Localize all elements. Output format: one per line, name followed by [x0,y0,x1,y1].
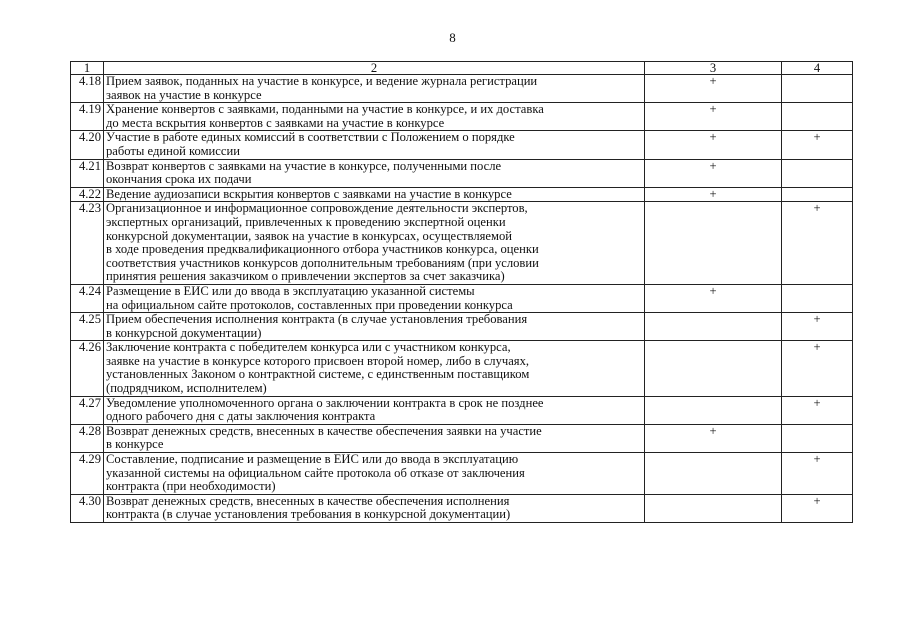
row-description [104,313,645,341]
description-line: Участие в работе единых комиссий в соответствии с Положением о порядке [106,130,515,145]
row-description [104,341,645,396]
description-line: указанной системы на официальном сайте протокола об отказе от заключения [106,465,525,480]
mark-col-4: + [782,131,853,159]
mark-col-4 [782,103,853,131]
row-number: 4.30 [71,494,104,522]
mark-col-3 [645,396,782,424]
mark-col-4: + [782,494,853,522]
table-row [71,453,853,495]
table-row [71,187,853,202]
description-line: Возврат конвертов с заявками на участие в конкурсе, полученными после [106,158,502,173]
description-line: конкурсной документации, заявок на участие в конкурсах, осуществляемой [106,228,513,243]
table-row [71,341,853,396]
description-line: Составление, подписание и размещение в ЕИС или до ввода в эксплуатацию [106,452,519,467]
row-number: 4.24 [71,284,104,312]
description-line: Организационное и информационное сопровождение деятельности экспертов, [106,201,528,216]
description-line: экспертных организаций, привлеченных к проведению экспертной оценки [106,214,506,229]
table-row [71,494,853,522]
mark-col-3: + [645,187,782,202]
description-line: соответствия участников конкурсов дополнительным требованиям (при условии [106,255,539,270]
mark-col-4: + [782,396,853,424]
header-col-1: 1 [71,62,104,75]
description-line: работы единой комиссии [106,143,240,158]
mark-col-3 [645,494,782,522]
description-line: Возврат денежных средств, внесенных в качестве обеспечения исполнения [106,493,510,508]
description-line: до места вскрытия конвертов с заявками на участие в конкурсе [106,115,445,130]
mark-col-3 [645,313,782,341]
mark-col-3: + [645,159,782,187]
header-col-3: 3 [645,62,782,75]
description-line: установленных Законом о контрактной системе, с единственным поставщиком [106,367,530,382]
description-line: Заключение контракта с победителем конкурса или с участником конкурса, [106,340,511,355]
mark-col-3: + [645,284,782,312]
row-number: 4.25 [71,313,104,341]
page-number: 8 [449,30,456,45]
description-line: в конкурсной документации) [106,325,262,340]
row-description [104,159,645,187]
table-row [71,284,853,312]
row-number: 4.27 [71,396,104,424]
mark-col-4 [782,424,853,452]
description-line: одного рабочего дня с даты заключения контракта [106,409,376,424]
row-description [104,424,645,452]
row-number: 4.21 [71,159,104,187]
procedures-table [70,61,853,523]
description-line: Прием обеспечения исполнения контракта (в случае установления требования [106,312,528,327]
row-number: 4.20 [71,131,104,159]
mark-col-4 [782,187,853,202]
description-line: в конкурсе [106,437,164,452]
mark-col-4: + [782,341,853,396]
description-line: контракта (при необходимости) [106,479,276,494]
table-row [71,75,853,103]
table-header-row [71,62,853,75]
header-col-2: 2 [104,62,645,75]
mark-col-4: + [782,313,853,341]
description-line: окончания срока их подачи [106,172,252,187]
row-number: 4.18 [71,75,104,103]
mark-col-4: + [782,202,853,285]
row-number: 4.22 [71,187,104,202]
mark-col-3: + [645,131,782,159]
description-line: заявке на участие в конкурсе которого присвоен второй номер, либо в случаях, [106,353,530,368]
description-line: Ведение аудиозаписи вскрытия конвертов с заявками на участие в конкурсе [106,186,512,201]
description-line: в ходе проведения предквалификационного отбора участников конкурса, оценки [106,242,539,257]
mark-col-3: + [645,75,782,103]
header-col-4: 4 [782,62,853,75]
row-number: 4.28 [71,424,104,452]
row-description [104,75,645,103]
description-line: Возврат денежных средств, внесенных в качестве обеспечения заявки на участие [106,423,542,438]
table-row [71,396,853,424]
row-description [104,453,645,495]
table-row [71,313,853,341]
description-line: (подрядчиком, исполнителем) [106,381,267,396]
table-row [71,159,853,187]
description-line: Размещение в ЕИС или до ввода в эксплуатацию указанной системы [106,283,475,298]
description-line: Хранение конвертов с заявками, поданными на участие в конкурсе, и их доставка [106,102,544,117]
row-description [104,131,645,159]
mark-col-4: + [782,453,853,495]
mark-col-4 [782,75,853,103]
row-number: 4.26 [71,341,104,396]
mark-col-4 [782,159,853,187]
row-number: 4.19 [71,103,104,131]
mark-col-3 [645,453,782,495]
description-line: Прием заявок, поданных на участие в конкурсе, и ведение журнала регистрации [106,74,538,88]
table-row [71,202,853,285]
description-line: Уведомление уполномоченного органа о заключении контракта в срок не позднее [106,395,544,410]
row-number: 4.29 [71,453,104,495]
mark-col-3 [645,341,782,396]
description-line: принятия решения заказчиком о привлечении экспертов за счет заказчика) [106,269,505,284]
row-description [104,284,645,312]
table-row [71,103,853,131]
row-number: 4.23 [71,202,104,285]
table-row [71,131,853,159]
table-row [71,424,853,452]
mark-col-4 [782,284,853,312]
row-description [104,494,645,522]
mark-col-3 [645,202,782,285]
description-line: контракта (в случае установления требования в конкурсной документации) [106,507,511,522]
description-line: заявок на участие в конкурсе [106,87,262,102]
mark-col-3: + [645,424,782,452]
mark-col-3: + [645,103,782,131]
row-description [104,103,645,131]
description-line: на официальном сайте протоколов, составленных при проведении конкурса [106,297,513,312]
row-description [104,202,645,285]
row-description [104,396,645,424]
row-description [104,187,645,202]
